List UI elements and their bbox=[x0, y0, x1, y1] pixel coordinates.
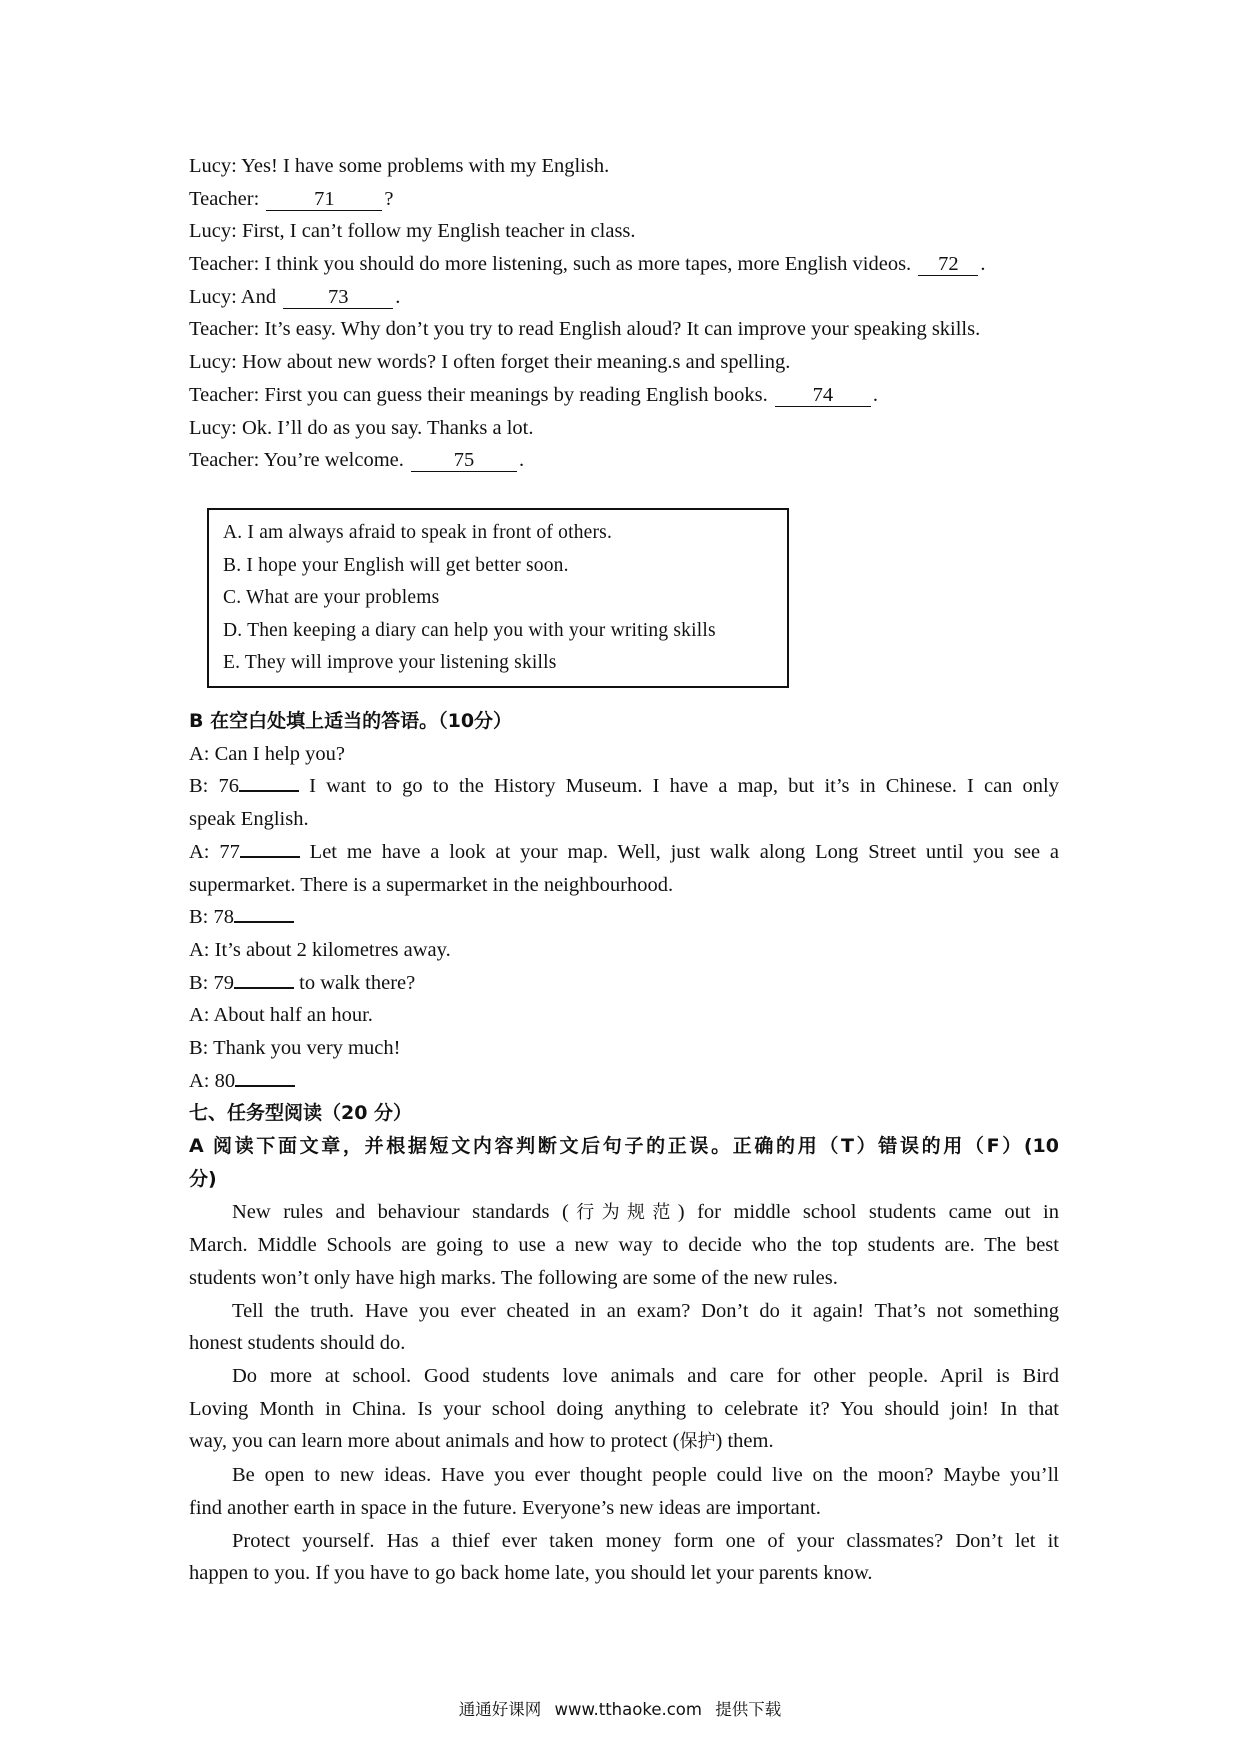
section-7a-instructions-cont: 分) bbox=[189, 1167, 217, 1190]
dialog-line: speak English. bbox=[189, 808, 309, 831]
passage-line: find another earth in space in the future. Everyone’s new ideas are important. bbox=[189, 1496, 821, 1519]
dialog-text: Lucy: And bbox=[189, 285, 282, 308]
dialog-text: Lucy: How about new words? I often forget their meaning.s and spelling. bbox=[189, 351, 791, 374]
blank-71[interactable]: 71 bbox=[266, 188, 382, 211]
dialog-line bbox=[189, 248, 1059, 281]
dialog-text: ? bbox=[384, 187, 394, 210]
blank-80[interactable] bbox=[235, 1085, 295, 1087]
passage-line: Do more at school. Good students love animals and care for other people. April is Bird bbox=[232, 1365, 1059, 1388]
page-footer bbox=[0, 1696, 1240, 1720]
dialog-text: Teacher: You’re welcome. bbox=[189, 449, 409, 472]
passage-text-cn: 保护 bbox=[679, 1431, 716, 1453]
dialog-line bbox=[189, 1065, 1059, 1098]
dialog-text: Teacher: It’s easy. Why don’t you try to read English aloud? It can improve your speaking skills. bbox=[189, 318, 981, 341]
option-item: C. What are your problems bbox=[223, 587, 440, 608]
dialog-line bbox=[189, 770, 1059, 803]
dialog-line bbox=[189, 836, 1059, 869]
dialog-line bbox=[189, 379, 1059, 412]
dialog-text: . bbox=[980, 253, 986, 276]
dialog-text: Teacher: I think you should do more listening, such as more tapes, more English videos. bbox=[189, 253, 917, 276]
dialog-section-a bbox=[189, 150, 1059, 477]
option-item: B. I hope your English will get better soon. bbox=[223, 554, 569, 576]
option-item: A. I am always afraid to speak in front of others. bbox=[223, 522, 613, 543]
passage-line bbox=[189, 1196, 1059, 1230]
dialog-text: I want to go to the History Museum. I have a map, but it’s in Chinese. I can only bbox=[299, 775, 1059, 798]
passage-line: Loving Month in China. Is your school doing anything to celebrate it? You should join! In that bbox=[189, 1397, 1059, 1420]
blank-77[interactable] bbox=[240, 856, 300, 858]
section-7a-instructions: A 阅读下面文章，并根据短文内容判断文后句子的正误。正确的用（T）错误的用（F）(10 bbox=[189, 1135, 1059, 1158]
blank-78[interactable] bbox=[234, 921, 294, 923]
passage-line bbox=[189, 1425, 1059, 1459]
dialog-text: Let me have a look at your map. Well, just walk along Long Street until you see a bbox=[299, 840, 1060, 863]
footer-action: 提供下载 bbox=[715, 1700, 782, 1719]
question-number: B: 76 bbox=[189, 775, 239, 798]
section-b bbox=[189, 705, 1059, 1590]
dialog-text: . bbox=[395, 285, 401, 308]
dialog-line bbox=[189, 901, 1059, 934]
options-box bbox=[207, 508, 789, 688]
question-number: A: 80 bbox=[189, 1069, 236, 1092]
dialog-text: Lucy: Yes! I have some problems with my English. bbox=[189, 155, 610, 177]
passage-line: happen to you. If you have to go back home late, you should let your parents know. bbox=[189, 1562, 873, 1585]
footer-url[interactable]: www.tthaoke.com bbox=[554, 1700, 702, 1719]
option-item: E. They will improve your listening skills bbox=[223, 652, 557, 673]
passage-line: Tell the truth. Have you ever cheated in an exam? Don’t do it again! That’s not something bbox=[232, 1299, 1059, 1322]
dialog-line bbox=[189, 967, 1059, 1000]
footer-site-name: 通通好课网 bbox=[458, 1700, 542, 1719]
section-b-heading: B 在空白处填上适当的答语。（10分） bbox=[189, 710, 513, 732]
option-item: D. Then keeping a diary can help you with your writing skills bbox=[223, 619, 716, 641]
blank-73[interactable]: 73 bbox=[283, 286, 393, 309]
dialog-line bbox=[189, 313, 1059, 346]
section-7-heading: 七、任务型阅读（20 分） bbox=[189, 1102, 413, 1125]
passage-text: ) them. bbox=[715, 1430, 774, 1453]
dialog-text: to walk there? bbox=[294, 971, 416, 994]
blank-72[interactable]: 72 bbox=[918, 253, 978, 276]
dialog-line: A: Can I help you? bbox=[189, 742, 345, 765]
dialog-text: . bbox=[519, 449, 525, 472]
passage-text: ) for middle school students came out in bbox=[677, 1200, 1059, 1223]
question-number: B: 78 bbox=[189, 906, 234, 929]
dialog-line: B: Thank you very much! bbox=[189, 1037, 401, 1060]
passage-line: Be open to new ideas. Have you ever thought people could live on the moon? Maybe you’ll bbox=[232, 1464, 1059, 1487]
dialog-line bbox=[189, 150, 1059, 183]
dialog-line: supermarket. There is a supermarket in the neighbourhood. bbox=[189, 873, 674, 896]
dialog-line bbox=[189, 346, 1059, 379]
passage-line: Protect yourself. Has a thief ever taken money form one of your classmates? Don’t let it bbox=[232, 1529, 1059, 1552]
passage-text: way, you can learn more about animals and how to protect ( bbox=[189, 1430, 680, 1453]
passage-line: honest students should do. bbox=[189, 1332, 406, 1355]
passage-text-cn: 行为规范 bbox=[568, 1201, 678, 1223]
dialog-line: A: It’s about 2 kilometres away. bbox=[189, 938, 451, 961]
question-number: B: 79 bbox=[189, 971, 234, 994]
dialog-text: Lucy: First, I can’t follow my English teacher in class. bbox=[189, 220, 636, 243]
dialog-text: Teacher: First you can guess their meanings by reading English books. bbox=[189, 383, 773, 406]
dialog-text: Lucy: Ok. I’ll do as you say. Thanks a lot. bbox=[189, 416, 534, 439]
dialog-line bbox=[189, 412, 1059, 445]
dialog-line bbox=[189, 281, 1059, 314]
passage-line: students won’t only have high marks. The following are some of the new rules. bbox=[189, 1266, 838, 1289]
blank-76[interactable] bbox=[239, 790, 299, 792]
passage-line: March. Middle Schools are going to use a new way to decide who the top students are. The best bbox=[189, 1234, 1059, 1257]
blank-75[interactable]: 75 bbox=[411, 449, 517, 472]
question-number: A: 77 bbox=[189, 840, 240, 863]
blank-79[interactable] bbox=[234, 987, 294, 989]
dialog-line bbox=[189, 215, 1059, 248]
dialog-line bbox=[189, 183, 1059, 216]
dialog-text: . bbox=[872, 383, 878, 406]
dialog-line: A: About half an hour. bbox=[189, 1004, 373, 1027]
dialog-line bbox=[189, 444, 1059, 477]
passage-text: New rules and behaviour standards ( bbox=[232, 1200, 569, 1223]
blank-74[interactable]: 74 bbox=[775, 384, 871, 407]
dialog-text: Teacher: bbox=[189, 187, 265, 210]
